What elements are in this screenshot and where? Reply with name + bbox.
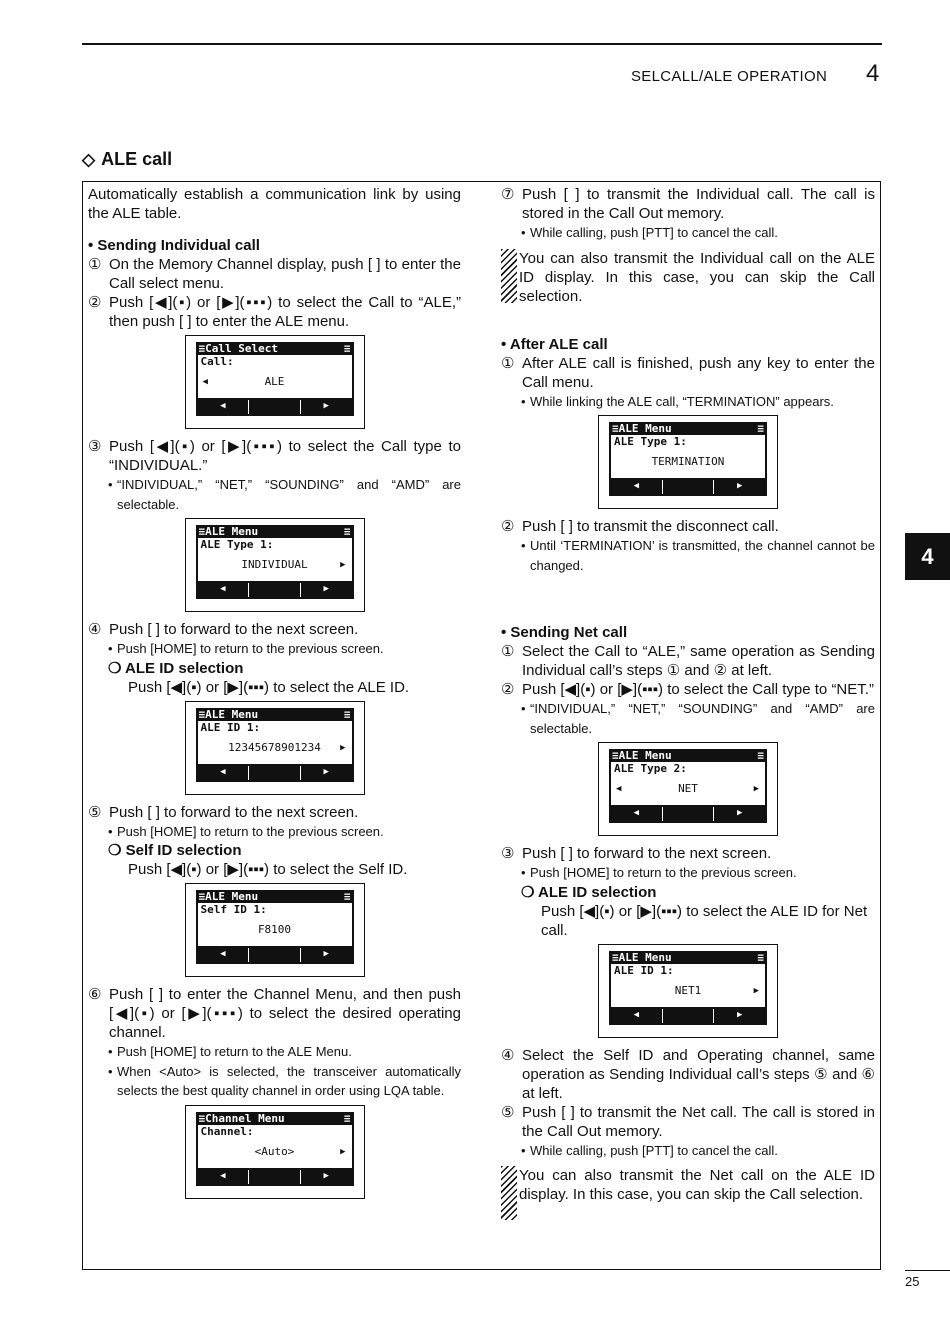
header-rule	[82, 43, 882, 45]
lcd-title-bar	[609, 749, 767, 762]
menu-icon: ≡	[198, 525, 206, 538]
subheading-ale-id: ❍ ALE ID selection	[521, 883, 657, 901]
softkey-center	[249, 948, 301, 962]
menu-icon: ≡	[343, 890, 351, 903]
lcd-label: ALE Type 1:	[196, 538, 354, 552]
lcd-call-select	[185, 335, 365, 429]
step-text: Select the Call to “ALE,” same operation as Sending Individual call’s steps ① and ② at left.	[522, 643, 875, 679]
note-text: Push [HOME] to return to the ALE Menu.	[117, 1044, 352, 1059]
menu-icon: ≡	[612, 950, 619, 964]
net-step-2	[501, 680, 875, 699]
lcd-ale-type	[185, 518, 365, 612]
section-title	[82, 149, 172, 170]
lcd-value: ALE	[264, 375, 285, 388]
lcd-softkey-bar	[196, 398, 354, 416]
lcd-title-bar	[196, 890, 354, 903]
note-text: While calling, push [PTT] to cancel the call.	[530, 225, 778, 240]
menu-icon: ≡	[757, 749, 764, 762]
menu-icon: ≡	[198, 707, 206, 721]
step-text: Push [ ] to forward to the next screen.	[109, 803, 359, 821]
step-number: ⑦	[501, 186, 515, 203]
lcd-value-row	[196, 1139, 354, 1168]
lcd-label: ALE ID 1:	[609, 964, 767, 978]
step-text: Select the Self ID and Operating channel, same operation as Sending Individual call’s steps ⑤ and ⑥ at left.	[522, 1046, 875, 1102]
lcd-softkey-bar	[196, 581, 354, 599]
softkey-right-icon: ▶	[323, 401, 329, 411]
heading-sending-net-call: • Sending Net call	[501, 624, 628, 641]
step-number: ③	[501, 845, 515, 862]
softkey-left-icon: ◀	[198, 948, 250, 962]
note-text: Push [HOME] to return to the previous screen.	[117, 823, 384, 839]
step-number: ③	[88, 438, 102, 455]
lcd-softkey-bar	[196, 946, 354, 964]
step-number: ②	[88, 294, 102, 311]
note: • Push [HOME] to return to the previous screen.	[88, 822, 461, 842]
arrow-left-icon: ◀	[616, 784, 622, 794]
softkey-left-icon: ◀	[611, 480, 663, 494]
net-step-3	[501, 844, 875, 863]
lcd-label: ALE ID 1:	[196, 721, 354, 735]
after-step-1	[501, 354, 875, 392]
memo-text: You can also transmit the Net call on the ALE ID display. In this case, you can skip the Call selection.	[519, 1167, 875, 1203]
left-column	[88, 185, 461, 1207]
softkey-center	[249, 583, 301, 597]
heading-sending-individual: • Sending Individual call	[88, 237, 260, 254]
lcd-value-row	[609, 978, 767, 1007]
softkey-right-icon: ▶	[736, 1009, 743, 1020]
softkey-left-icon: ◀	[198, 400, 250, 414]
step-7	[501, 185, 875, 223]
arrow-left-icon: ◀	[202, 377, 208, 387]
softkey-left-icon: ◀	[611, 1009, 663, 1023]
softkey-right-icon: ▶	[323, 584, 329, 594]
softkey-center	[663, 1009, 715, 1023]
softkey-center	[249, 400, 301, 414]
step-number: ①	[501, 354, 515, 372]
softkey-center	[249, 766, 301, 780]
after-step-2	[501, 517, 875, 536]
note-text: “INDIVIDUAL,” “NET,” “SOUNDING” and “AMD” are selectable.	[117, 477, 461, 512]
lcd-value: <Auto>	[254, 1144, 295, 1158]
menu-icon: ≡	[198, 1111, 206, 1125]
lcd-ale-type-net	[598, 742, 778, 836]
lcd-title: ALE Menu	[205, 707, 259, 721]
lcd-screen	[196, 1112, 354, 1192]
step-text: Push [ ] to forward to the next screen.	[109, 621, 359, 638]
step-text: After ALE call is finished, push any key to enter the Call menu.	[522, 354, 875, 391]
lcd-title: ALE Menu	[618, 950, 672, 964]
step-number: ⑤	[88, 803, 102, 821]
lcd-label: ALE Type 1:	[609, 435, 767, 449]
step-4	[88, 620, 461, 639]
page-number-rule	[905, 1270, 950, 1271]
lcd-termination	[598, 415, 778, 509]
memo-icon	[501, 249, 517, 303]
intro-text: Automatically establish a communication link by using the ALE table.	[88, 186, 461, 222]
section-title-text: ALE call	[101, 149, 173, 169]
step-text: Push [ ] to enter the Channel Menu, and then push [◀](▪) or [▶](▪▪▪) to select the desired operating channel.	[109, 986, 461, 1041]
arrow-right-icon: ▶	[753, 985, 759, 996]
menu-icon: ≡	[198, 342, 206, 355]
note: • Push [HOME] to return to the previous screen.	[88, 639, 461, 659]
step-3	[88, 437, 461, 475]
softkey-right-icon: ▶	[736, 808, 743, 818]
memo-icon	[501, 1166, 517, 1220]
subheading-body: Push [◀](▪) or [▶](▪▪▪) to select the Self ID.	[128, 861, 408, 878]
menu-icon: ≡	[343, 342, 351, 355]
menu-icon: ≡	[757, 422, 764, 435]
lcd-value: NET1	[674, 983, 702, 997]
lcd-softkey-bar	[609, 1007, 767, 1025]
net-step-4	[501, 1046, 875, 1103]
lcd-screen	[196, 890, 354, 970]
note: • Push [HOME] to return to the previous screen.	[501, 863, 875, 883]
menu-icon: ≡	[343, 525, 351, 538]
note: • While calling, push [PTT] to cancel the call.	[501, 1141, 875, 1161]
step-number: ①	[88, 256, 102, 273]
softkey-right-icon: ▶	[323, 949, 329, 959]
lcd-title: ALE Menu	[618, 749, 672, 762]
menu-icon: ≡	[612, 749, 619, 762]
lcd-title-bar	[609, 951, 767, 964]
lcd-softkey-bar	[609, 478, 767, 496]
lcd-softkey-bar	[196, 764, 354, 782]
note-text: Until ‘TERMINATION’ is transmitted, the channel cannot be changed.	[530, 538, 875, 573]
lcd-value: F8100	[257, 923, 292, 936]
step-text: Push [◀](▪) or [▶](▪▪▪) to select the Call type to “NET.”	[522, 681, 874, 698]
subheading-ale-id: ❍ ALE ID selection	[108, 659, 244, 677]
softkey-right-icon: ▶	[323, 1170, 329, 1181]
lcd-value-row	[196, 917, 354, 946]
lcd-value-row	[196, 552, 354, 581]
softkey-left-icon: ◀	[198, 766, 250, 780]
lcd-value: 12345678901234	[228, 740, 321, 754]
lcd-value: INDIVIDUAL	[241, 558, 308, 571]
lcd-screen	[196, 342, 354, 422]
note: • “INDIVIDUAL,” “NET,” “SOUNDING” and “AMD” are selectable.	[88, 475, 461, 514]
menu-icon: ≡	[198, 890, 206, 903]
lcd-title-bar	[609, 422, 767, 435]
memo-text: You can also transmit the Individual call on the ALE ID display. In this case, you can skip the Call selection.	[519, 249, 875, 305]
lcd-self-id	[185, 883, 365, 977]
note-text: When <Auto> is selected, the transceiver automatically selects the best quality channel in order using LQA table.	[117, 1063, 461, 1098]
note-text: “INDIVIDUAL,” “NET,” “SOUNDING” and “AMD” are selectable.	[530, 701, 875, 736]
lcd-screen	[609, 951, 767, 1031]
memo-box	[501, 1166, 875, 1220]
step-6	[88, 985, 461, 1042]
menu-icon: ≡	[757, 950, 764, 964]
subheading-self-id: ❍ Self ID selection	[108, 842, 242, 859]
lcd-title: ALE Menu	[205, 525, 259, 538]
lcd-ale-id-net	[598, 944, 778, 1038]
note-text: Push [HOME] to return to the previous screen.	[530, 865, 797, 880]
lcd-title: Call Select	[205, 342, 278, 355]
step-number: ⑤	[501, 1103, 515, 1121]
lcd-value: NET	[678, 782, 698, 795]
lcd-title-bar	[196, 525, 354, 538]
lcd-value-row	[609, 776, 767, 805]
step-2	[88, 293, 461, 331]
step-number: ④	[501, 1046, 515, 1064]
lcd-value-row	[196, 369, 354, 398]
lcd-title: ALE Menu	[618, 422, 672, 435]
net-step-5	[501, 1103, 875, 1141]
step-text: Push [ ] to transmit the disconnect call.	[522, 518, 779, 535]
step-text: Push [ ] to forward to the next screen.	[522, 845, 772, 862]
step-number: ②	[501, 518, 515, 535]
softkey-right-icon: ▶	[323, 766, 329, 777]
step-number: ④	[88, 621, 102, 638]
page-number: 25	[905, 1274, 920, 1289]
lcd-title: Channel Menu	[205, 1111, 285, 1125]
note: • “INDIVIDUAL,” “NET,” “SOUNDING” and “AMD” are selectable.	[501, 699, 875, 738]
right-column	[501, 185, 875, 1220]
lcd-channel-menu	[185, 1105, 365, 1199]
lcd-screen	[609, 422, 767, 502]
softkey-left-icon: ◀	[198, 583, 250, 597]
lcd-ale-id	[185, 701, 365, 795]
note: • While calling, push [PTT] to cancel the call.	[501, 223, 875, 243]
arrow-right-icon: ▶	[753, 784, 759, 794]
step-5	[88, 803, 461, 822]
lcd-softkey-bar	[196, 1168, 354, 1186]
step-number: ②	[501, 681, 515, 698]
step-text: Push [◀](▪) or [▶](▪▪▪) to select the Call type to “INDIVIDUAL.”	[109, 438, 461, 474]
arrow-right-icon: ▶	[340, 1146, 346, 1157]
step-number: ⑥	[88, 986, 102, 1003]
header-chapter-number: 4	[866, 60, 880, 87]
lcd-title-bar	[196, 708, 354, 721]
diamond-icon: ◇	[82, 150, 96, 169]
note: • Until ‘TERMINATION’ is transmitted, the channel cannot be changed.	[501, 536, 875, 575]
lcd-title-bar	[196, 342, 354, 355]
step-text: On the Memory Channel display, push [ ] to enter the Call select menu.	[109, 256, 461, 292]
step-1	[88, 255, 461, 293]
chapter-tab: 4	[905, 533, 950, 580]
lcd-label: ALE Type 2:	[609, 762, 767, 776]
lcd-value-row	[609, 449, 767, 478]
softkey-left-icon: ◀	[611, 807, 663, 821]
net-step-1	[501, 642, 875, 680]
heading-after-ale-call: • After ALE call	[501, 335, 608, 353]
softkey-center	[249, 1170, 301, 1184]
arrow-right-icon: ▶	[340, 560, 346, 570]
subheading-body: Push [◀](▪) or [▶](▪▪▪) to select the ALE ID for Net call.	[541, 902, 868, 939]
lcd-screen	[196, 525, 354, 605]
lcd-value-row	[196, 735, 354, 764]
lcd-label: Channel:	[196, 1125, 354, 1139]
step-text: Push [ ] to transmit the Net call. The call is stored in the Call Out memory.	[522, 1103, 875, 1140]
lcd-title-bar	[196, 1112, 354, 1125]
softkey-right-icon: ▶	[736, 481, 743, 491]
lcd-value: TERMINATION	[651, 455, 725, 468]
lcd-label: Self ID 1:	[196, 903, 354, 917]
lcd-label: Call:	[196, 355, 354, 369]
note: • While linking the ALE call, “TERMINATION” appears.	[501, 392, 875, 412]
menu-icon: ≡	[343, 1111, 351, 1125]
lcd-screen	[609, 749, 767, 829]
note-text: Push [HOME] to return to the previous screen.	[117, 641, 384, 656]
lcd-title: ALE Menu	[205, 890, 259, 903]
note: • Push [HOME] to return to the ALE Menu.	[88, 1042, 461, 1062]
step-number: ①	[501, 643, 515, 660]
step-text: Push [ ] to transmit the Individual call. The call is stored in the Call Out memory.	[522, 186, 875, 222]
softkey-left-icon: ◀	[198, 1170, 250, 1184]
lcd-screen	[196, 708, 354, 788]
subheading-body: Push [◀](▪) or [▶](▪▪▪) to select the ALE ID.	[128, 678, 410, 696]
menu-icon: ≡	[343, 707, 351, 721]
note: • When <Auto> is selected, the transceiver automatically selects the best quality channel in order using LQA table.	[88, 1062, 461, 1101]
header-title: SELCALL/ALE OPERATION	[631, 68, 828, 85]
softkey-center	[663, 480, 715, 494]
menu-icon: ≡	[612, 422, 619, 435]
memo-box	[501, 249, 875, 306]
lcd-softkey-bar	[609, 805, 767, 823]
note-text: While linking the ALE call, “TERMINATION” appears.	[530, 393, 834, 409]
softkey-center	[663, 807, 715, 821]
arrow-right-icon: ▶	[340, 742, 346, 753]
note-text: While calling, push [PTT] to cancel the call.	[530, 1142, 778, 1158]
step-text: Push [◀](▪) or [▶](▪▪▪) to select the Call to “ALE,” then push [ ] to enter the ALE menu.	[109, 294, 461, 330]
